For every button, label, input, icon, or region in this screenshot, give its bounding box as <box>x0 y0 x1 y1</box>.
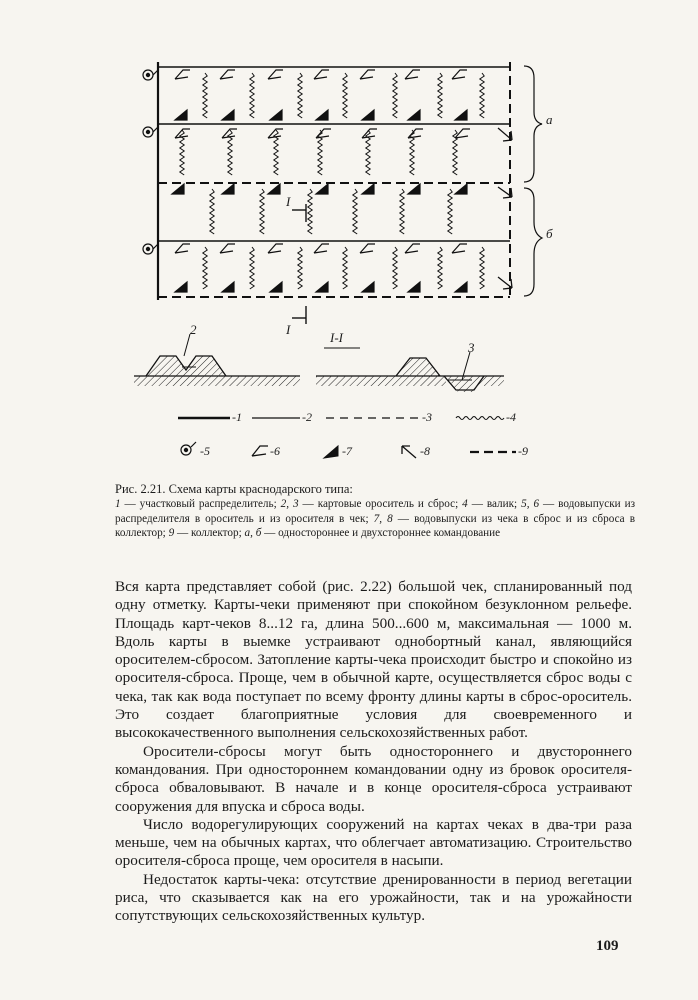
open-flag-icon <box>268 244 283 253</box>
open-flag-icon <box>405 244 420 253</box>
open-flag-icon <box>268 129 283 138</box>
figure-caption <box>115 482 635 541</box>
filled-flag-icon <box>270 110 282 120</box>
levee-wavy <box>343 73 347 118</box>
caption-num: 7, 8 <box>373 512 393 525</box>
levee-wavy <box>250 247 254 289</box>
legend-num-3: -3 <box>422 410 432 424</box>
label-a: а <box>546 112 553 127</box>
figure-2-21 <box>0 0 698 470</box>
levee-wavy <box>298 247 302 289</box>
paragraph-1: Вся карта представляет собой (рис. 2.22) большой чек, спланированный под одну отметку. Карты-чеки применяют при спокойном безуклонном рельефе. Площадь карт-чеков 8...12 га, длина 500...600 м, максимальная — 1000 м. Вдоль карты в выемке устраивают однобортный канал, являющийся оросителем-сбросом. Затопление карты-чека происходит быстро и спокойно из оросителя-сброса. Проще, чем в обычной карте, осуществляется сброс воды с чека, так как вода поступает по всему фронту длины карты в сброс-ороситель. Это создает благоприятные условия для своевременного и высококачественного выполнения сельскохозяйственных работ. <box>115 578 632 742</box>
legend-num-8: -8 <box>420 444 430 458</box>
paragraph-4: Недостаток карты-чека: отсутствие дренированности в период вегетации риса, что сказывается как на его урожайности, так и на урожайности сопутствующих сельскохозяйственных культур. <box>115 870 632 925</box>
distributor-outlet-icon <box>181 442 196 455</box>
filled-flag-icon <box>172 184 184 194</box>
levee-wavy <box>343 247 347 289</box>
filled-flag-icon <box>408 184 420 194</box>
legend-num-1: -1 <box>232 410 242 424</box>
levee-wavy <box>393 73 397 118</box>
filled-flag-icon <box>175 110 187 120</box>
filled-flag-icon <box>455 184 467 194</box>
open-flag-icon <box>252 446 268 456</box>
levee-wavy <box>438 247 442 289</box>
levee-wavy <box>438 73 442 118</box>
levee-wavy <box>480 247 484 289</box>
filled-flag-icon <box>324 446 338 458</box>
filled-flag-icon <box>175 282 187 292</box>
label-b: б <box>546 226 553 241</box>
legend-num-6: -6 <box>270 444 280 458</box>
open-flag-icon <box>360 244 375 253</box>
caption-title: Рис. 2.21. Схема карты краснодарского типа: <box>115 482 353 496</box>
outlets-group <box>172 70 470 292</box>
levee-wavy <box>203 73 207 118</box>
brace-b <box>524 188 542 296</box>
caption-text: — водовыпуски из чека в сброс и из сброса в коллектор; <box>115 512 636 540</box>
caption-text: — картовые ороситель и сброс; <box>298 498 463 511</box>
filled-flag-icon <box>408 282 420 292</box>
filled-flag-icon <box>222 282 234 292</box>
caption-text: — коллектор; <box>174 527 245 540</box>
legend-num-2: -2 <box>302 410 312 424</box>
caption-num: 5, 6 <box>521 498 540 511</box>
levee-wavy <box>210 189 214 234</box>
legend-num-5: -5 <box>200 444 210 458</box>
caption-num: 1 <box>115 498 121 511</box>
open-flag-icon <box>405 70 420 79</box>
filled-flag-icon <box>222 184 234 194</box>
caption-num: 9 <box>168 527 175 540</box>
levee-wavy <box>308 189 312 234</box>
distributor-outlet-icon <box>143 244 158 254</box>
open-flag-icon <box>314 244 329 253</box>
open-flag-icon <box>220 70 235 79</box>
levee-wavy <box>448 189 452 234</box>
legend-num-4: -4 <box>506 410 516 424</box>
caption-text: — водовыпуски из распределителя в ороситель и из оросителя в чек; <box>115 498 636 525</box>
open-flag-icon <box>452 70 467 79</box>
legend-line-4 <box>456 417 504 420</box>
filled-flag-icon <box>362 184 374 194</box>
levee-wavy <box>353 189 357 234</box>
open-flag-icon <box>175 244 190 253</box>
open-flag-icon <box>175 129 190 138</box>
open-flag-icon <box>175 70 190 79</box>
filled-flag-icon <box>362 282 374 292</box>
brace-a <box>524 66 542 182</box>
open-flag-icon <box>222 129 237 138</box>
callout-2: 2 <box>190 322 197 337</box>
body-text <box>115 578 632 926</box>
horizontal-canals <box>158 67 510 297</box>
caption-text: — валик; <box>467 498 522 511</box>
levee-wavy <box>400 189 404 234</box>
paragraph-3: Число водорегулирующих сооружений на картах чеках в два-три раза меньше, чем на обычных картах, что облегчает автоматизацию. Строительство оросителя-сброса проще, чем оросителя в насыпи. <box>115 815 632 870</box>
open-flag-icon <box>360 70 375 79</box>
callout-3: 3 <box>468 340 475 355</box>
filled-flag-icon <box>455 110 467 120</box>
legend-num-9: -9 <box>518 444 528 458</box>
section-label-top: I <box>286 194 291 209</box>
distributor-outlets <box>143 70 158 254</box>
cross-section-title: I-I <box>330 330 343 345</box>
open-flag-icon <box>452 244 467 253</box>
caption-num: 2, 3 <box>280 498 299 511</box>
distributor-outlet-icon <box>143 127 158 137</box>
caption-num: а, б <box>244 527 262 540</box>
levee-wavy <box>260 189 264 234</box>
section-label-bottom: I <box>286 322 291 337</box>
filled-flag-icon <box>362 110 374 120</box>
distributor-outlet-icon <box>143 70 158 80</box>
levee-wavy <box>480 73 484 118</box>
caption-text: — участковый распределитель; <box>120 498 281 511</box>
filled-flag-icon <box>268 184 280 194</box>
arrow-outlet-icon <box>402 446 416 458</box>
filled-flag-icon <box>316 110 328 120</box>
open-flag-icon <box>268 70 283 79</box>
cross-section <box>134 334 504 392</box>
caption-text: — одностороннее и двухстороннее командование <box>261 527 501 540</box>
open-flag-icon <box>220 244 235 253</box>
filled-flag-icon <box>455 282 467 292</box>
caption-num: 4 <box>462 498 468 511</box>
paragraph-2: Оросители-сбросы могут быть одностороннего и двустороннего командования. При одностороннем командовании одну из бровок оросителя-сброса обваловывают. В начале и в конце оросителя-сброса устраивают сооружения для впуска и сброса воды. <box>115 742 632 815</box>
filled-flag-icon <box>316 282 328 292</box>
levee-wavy <box>203 247 207 289</box>
legend-num-7: -7 <box>342 444 352 458</box>
levee-wavy <box>250 73 254 118</box>
filled-flag-icon <box>408 110 420 120</box>
open-flag-icon <box>314 70 329 79</box>
levee-wavy <box>298 73 302 118</box>
filled-flag-icon <box>316 184 328 194</box>
filled-flag-icon <box>270 282 282 292</box>
levees-group <box>180 73 484 289</box>
levee-wavy <box>393 247 397 289</box>
irrigation-map-scheme <box>0 0 698 470</box>
page-number: 109 <box>596 938 619 954</box>
filled-flag-icon <box>222 110 234 120</box>
